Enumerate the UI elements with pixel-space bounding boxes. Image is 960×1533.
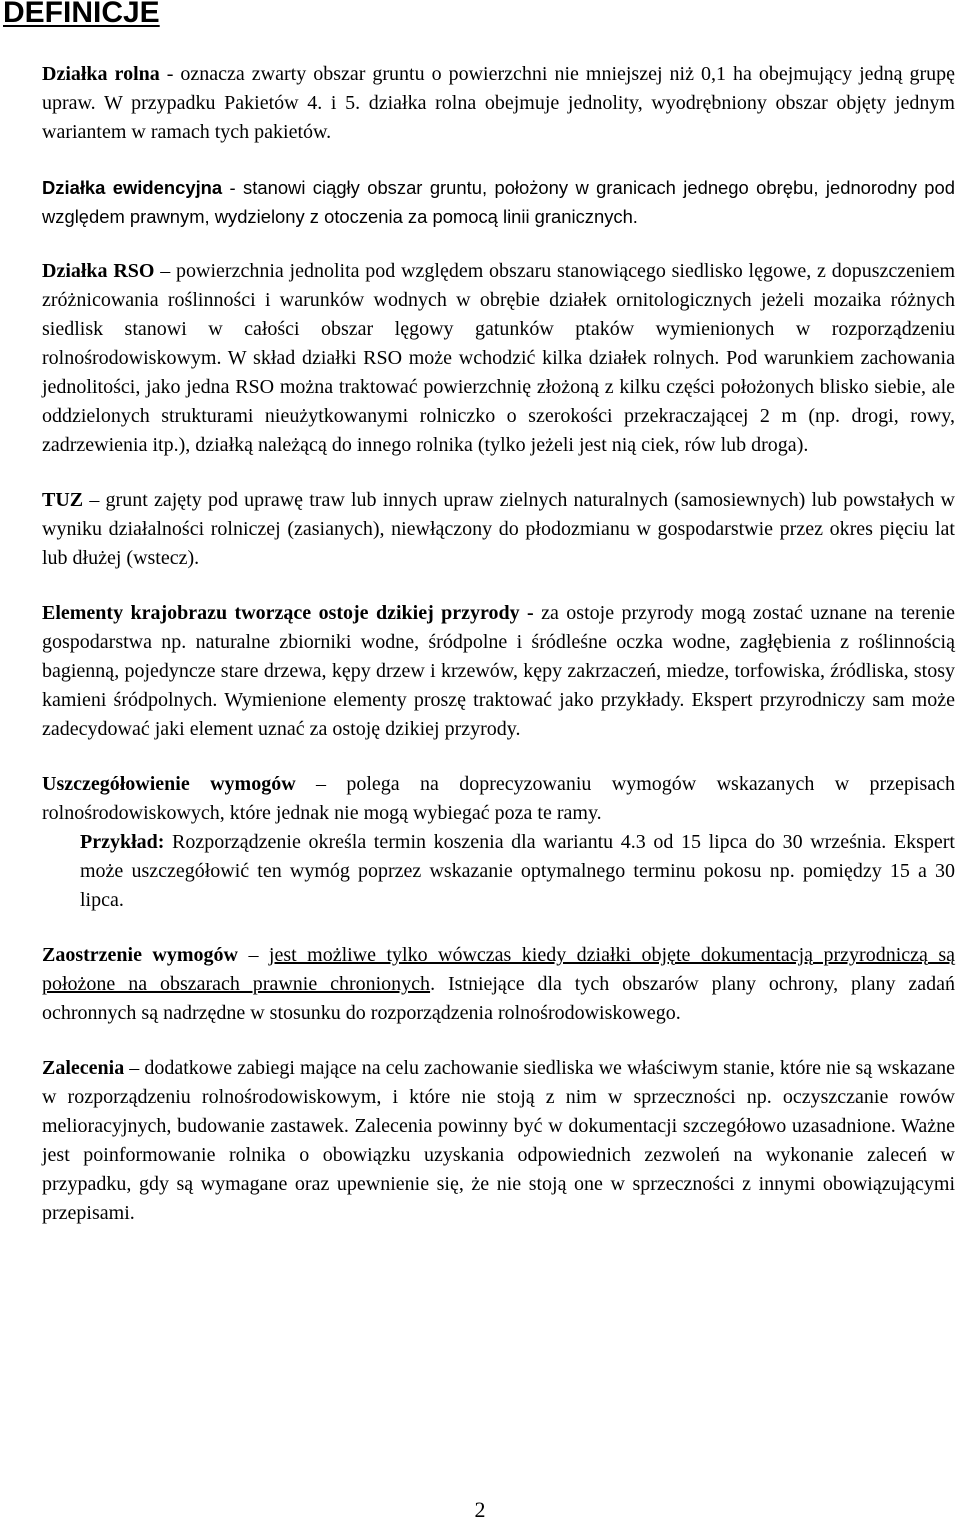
definition-term: Zaostrzenie wymogów	[42, 944, 238, 966]
definition-body: – dodatkowe zabiegi mające na celu zachowanie siedliska we właściwym stanie, które nie są wskazane w rozporządzeniu rolnośrodowiskowym, i które nie stoją z nim w sprzeczności np. oczyszczanie rowów melioracyjnych, budowanie zastawek. Zalecenia powinny być w dokumentacji szczegółowo uzasadnione. Ważne jest poinformowanie rolnika o obowiązku uzyskania odpowiednich zezwoleń na wykonanie zaleceń w przypadku, gdy są wymagane oraz upewnienie się, że nie stoją one w sprzeczności z innymi obowiązującymi przepisami.	[42, 1057, 955, 1224]
definition-term: Działka rolna	[42, 63, 160, 85]
definition-body: – powierzchnia jednolita pod względem obszaru stanowiącego siedlisko lęgowe, z dopuszczeniem zróżnicowania roślinności i warunków wodnych w obrębie działek ornitologicznych jeżeli mozaika różnych siedlisk stanowi w całości obszar lęgowy gatunków ptaków wymienionych w rozporządzeniu rolnośrodowiskowym. W skład działki RSO może wchodzić kilka działek rolnych. Pod warunkiem zachowania jednolitości, jako jedna RSO można traktować powierzchnię złożoną z kilku części położonych blisko siebie, ale oddzielonych strukturami nieużytkowanymi rolniczko o szerokości przekraczającej 2 m (np. drogi, rowy, zadrzewienia itp.), działką należącą do innego rolnika (tylko jeżeli jest nią ciek, rów lub droga).	[42, 260, 955, 456]
definition-uszczegolowienie-wymogow	[42, 770, 955, 828]
definition-zalecenia	[42, 1054, 955, 1228]
definition-body: . Istniejące dla tych obszarów plany ochrony, plany zadań ochronnych są nadrzędne w stosunku do rozporządzenia rolnośrodowiskowego.	[42, 973, 955, 1024]
definition-dzialka-rso	[42, 257, 955, 460]
definition-zaostrzenie-wymogow	[42, 941, 955, 1028]
definition-term: TUZ	[42, 489, 84, 511]
definitions-list	[42, 60, 955, 1254]
definition-elementy-krajobrazu	[42, 599, 955, 744]
definition-term: Zalecenia	[42, 1057, 125, 1079]
definition-body: - stanowi ciągły obszar gruntu, położony w granicach jednego obrębu, jednorodny pod względem prawnym, wydzielony z otoczenia za pomocą linii granicznych.	[42, 177, 955, 227]
definition-dzialka-ewidencyjna	[42, 173, 955, 231]
example-label: Przykład:	[80, 831, 165, 853]
example-block	[42, 828, 955, 915]
definition-tuz	[42, 486, 955, 573]
definition-term: Działka RSO	[42, 260, 155, 282]
definition-dash: –	[237, 944, 269, 966]
definition-body: – polega na doprecyzowaniu wymogów wskazanych w przepisach rolnośrodowiskowych, które jednak nie mogą wybiegać poza te ramy.	[42, 773, 955, 824]
page-number: 2	[474, 1497, 486, 1522]
definition-body: – grunt zajęty pod uprawę traw lub innych upraw zielnych naturalnych (samosiewnych) lub powstałych w wyniku działalności rolniczej (zasianych), niewłączony do płodozmianu w gospodarstwie przez okres pięciu lat lub dłużej (wstecz).	[42, 489, 955, 569]
definition-term: Elementy krajobrazu tworzące ostoje dzikiej przyrody -	[42, 602, 534, 624]
definition-body: - oznacza zwarty obszar gruntu o powierzchni nie mniejszej niż 0,1 ha obejmujący jedną grupę upraw. W przypadku Pakietów 4. i 5. działka rolna obejmuje jednolity, wyodrębniony obszar objęty jednym wariantem w ramach tych pakietów.	[42, 63, 955, 143]
definition-term: Działka ewidencyjna	[42, 177, 223, 198]
page-title: DEFINICJE	[3, 0, 160, 29]
definition-term: Uszczegółowienie wymogów	[42, 773, 296, 795]
definition-dzialka-rolna	[42, 60, 955, 147]
example-text: Rozporządzenie określa termin koszenia dla wariantu 4.3 od 15 lipca do 30 września. Ekspert może uszczegółowić ten wymóg poprzez wskazanie optymalnego terminu pokosu np. pomiędzy 15 a 30 lipca.	[80, 831, 955, 911]
underlined-phrase: jest możliwe tylko wówczas kiedy działki objęte dokumentacją przyrodniczą są położone na obszarach prawnie chronionych	[42, 944, 955, 995]
definition-body: za ostoje przyrody mogą zostać uznane na terenie gospodarstwa np. naturalne zbiorniki wodne, śródpolne i śródleśne oczka wodne, zagłębienia z roślinnością bagienną, pojedyncze stare drzewa, kępy drzew i krzewów, kępy zakrzaczeń, miedze, torfowiska, źródliska, stosy kamieni śródpolnych. Wymienione elementy proszę traktować jako przykłady. Ekspert przyrodniczy sam może zadecydować jaki element uznać za ostoję dzikiej przyrody.	[42, 602, 956, 740]
